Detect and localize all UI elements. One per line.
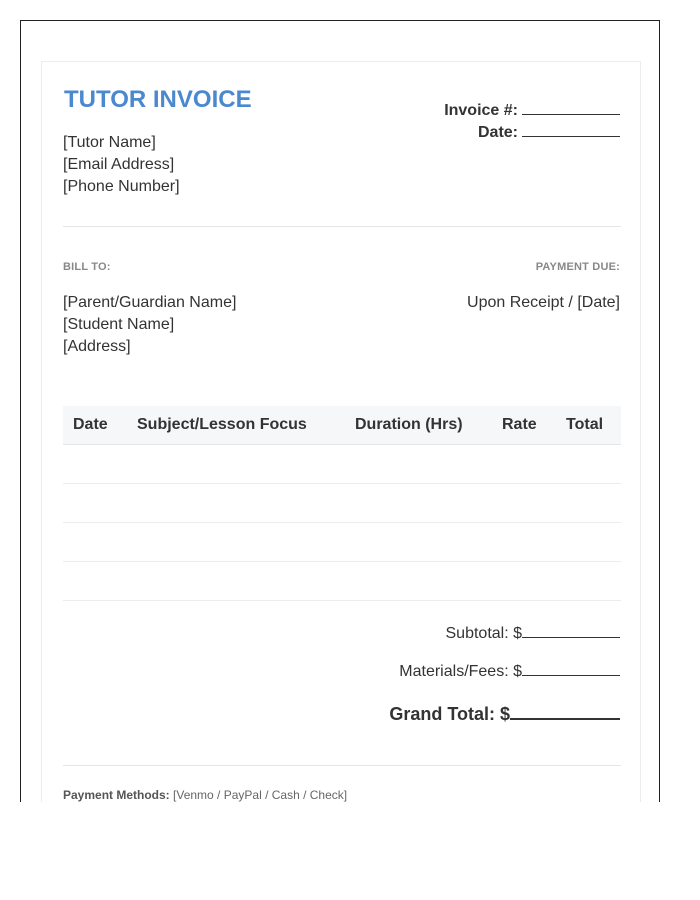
invoice-number-field xyxy=(444,100,620,120)
invoice-date-label: Date: xyxy=(477,124,518,141)
payment-due-label: PAYMENT DUE: xyxy=(535,261,620,273)
payment-methods-label: Payment Methods: xyxy=(63,788,170,802)
tutor-name: [Tutor Name] xyxy=(63,134,156,151)
invoice-date-blank[interactable] xyxy=(522,122,620,137)
column-header-date: Date xyxy=(73,416,108,433)
tutor-email: [Email Address] xyxy=(63,156,175,173)
invoice-number-blank[interactable] xyxy=(522,100,620,115)
invoice-sheet xyxy=(41,61,641,802)
bill-to-student: [Student Name] xyxy=(63,316,175,333)
divider xyxy=(63,226,621,227)
subtotal-label: Subtotal: $ xyxy=(445,625,522,642)
column-header-duration: Duration (Hrs) xyxy=(355,416,463,433)
grand-total-label: Grand Total: $ xyxy=(389,704,510,724)
table-row[interactable] xyxy=(63,523,621,562)
column-header-subject: Subject/Lesson Focus xyxy=(137,416,307,433)
grand-total-field xyxy=(389,702,620,725)
tutor-phone: [Phone Number] xyxy=(63,178,180,195)
table-row[interactable] xyxy=(63,562,621,601)
subtotal-field xyxy=(446,623,621,643)
payment-due-value: Upon Receipt / [Date] xyxy=(467,294,620,311)
table-header xyxy=(63,406,621,445)
bill-to-label: BILL TO: xyxy=(63,261,111,273)
invoice-number-label: Invoice #: xyxy=(444,102,518,119)
divider xyxy=(63,765,621,766)
grand-total-blank[interactable] xyxy=(510,702,620,720)
page-frame xyxy=(20,20,660,802)
bill-to-address: [Address] xyxy=(63,338,131,355)
subtotal-blank[interactable] xyxy=(522,623,620,638)
materials-fees-label: Materials/Fees: $ xyxy=(399,663,522,680)
payment-methods-value: [Venmo / PayPal / Cash / Check] xyxy=(173,788,348,802)
table-row[interactable] xyxy=(63,445,621,484)
column-header-rate: Rate xyxy=(502,416,537,433)
materials-fees-field xyxy=(399,661,620,681)
invoice-title: TUTOR INVOICE xyxy=(64,86,252,113)
table-row[interactable] xyxy=(63,484,621,523)
bill-to-parent: [Parent/Guardian Name] xyxy=(63,294,237,311)
payment-methods xyxy=(63,788,347,802)
column-header-total: Total xyxy=(566,416,604,433)
materials-fees-blank[interactable] xyxy=(522,661,620,676)
invoice-date-field xyxy=(478,122,620,142)
